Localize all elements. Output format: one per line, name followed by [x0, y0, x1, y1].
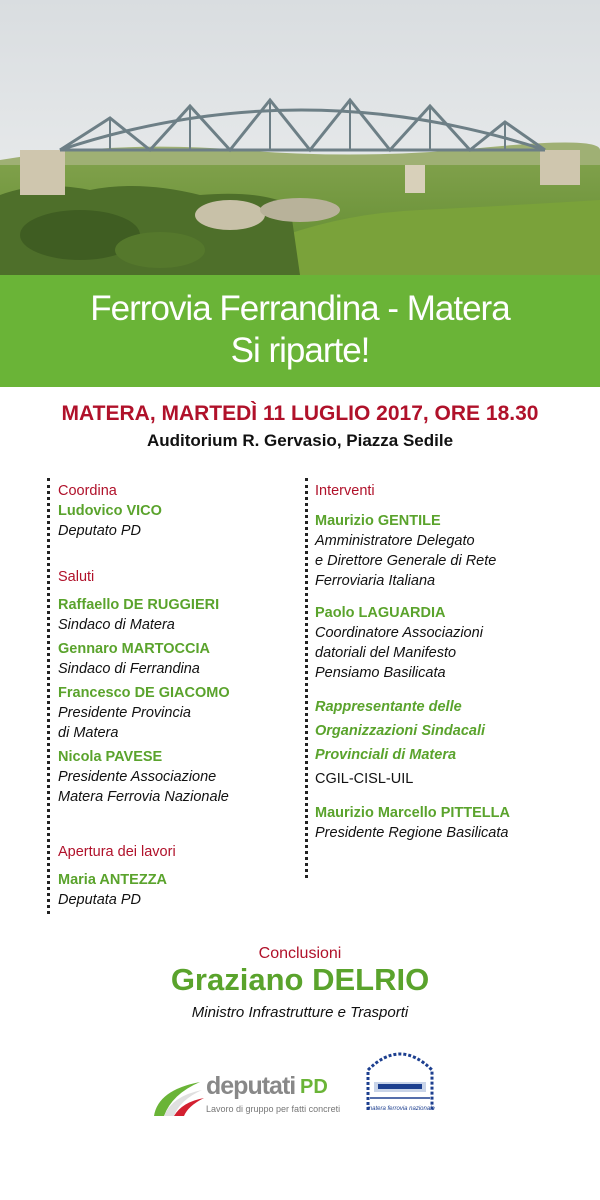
- speaker-role: di Matera: [58, 725, 119, 741]
- speaker-name: Maurizio GENTILE: [315, 513, 441, 529]
- right-column-divider: [305, 478, 308, 878]
- speaker-role: Amministratore Delegato: [315, 533, 475, 549]
- speaker-name: Ludovico VICO: [58, 503, 162, 519]
- speaker-name: Maurizio Marcello PITTELLA: [315, 805, 510, 821]
- speaker-role: e Direttore Generale di Rete: [315, 553, 497, 569]
- speaker-role: Pensiamo Basilicata: [315, 665, 446, 681]
- saluti-section: [58, 567, 230, 807]
- deputati-pd-logo: [150, 1072, 341, 1120]
- speaker-name: Organizzazioni Sindacali: [315, 723, 486, 739]
- speaker-role: Presidente Provincia: [58, 705, 191, 721]
- section-heading: Coordina: [58, 483, 117, 499]
- tricolor-swoosh-icon: [150, 1072, 206, 1120]
- conclusioni-speaker: Graziano DELRIO: [170, 962, 430, 997]
- speaker-name: Raffaello DE RUGGIERI: [58, 597, 220, 613]
- speaker-name: Gennaro MARTOCCIA: [58, 641, 210, 657]
- speaker-name: Francesco DE GIACOMO: [58, 685, 230, 701]
- speaker-name: Maria ANTEZZA: [58, 872, 168, 888]
- apertura-section: [58, 842, 176, 910]
- hero-photo: [0, 0, 600, 275]
- speaker-role: Presidente Associazione: [58, 769, 217, 785]
- logo-word: deputati: [206, 1072, 296, 1100]
- interventi-section: [315, 481, 510, 843]
- pd-mark: PD: [300, 1076, 328, 1098]
- event-date: MATERA, MARTEDÌ 11 LUGLIO 2017, ORE 18.30: [61, 402, 539, 425]
- page-subtitle: Si riparte!: [230, 331, 370, 370]
- speaker-role: Presidente Regione Basilicata: [315, 825, 509, 841]
- section-heading: Apertura dei lavori: [58, 844, 176, 860]
- conclusioni-heading: Conclusioni: [258, 945, 342, 962]
- conclusioni-role: Ministro Infrastrutture e Trasporti: [191, 1004, 409, 1021]
- coordina-section: [58, 481, 162, 541]
- event-venue: Auditorium R. Gervasio, Piazza Sedile: [146, 431, 454, 450]
- association-name: matera ferrovia nazionale: [367, 1106, 435, 1112]
- speaker-role: CGIL-CISL-UIL: [315, 771, 414, 787]
- title-banner: [0, 275, 600, 387]
- left-column-divider: [47, 478, 50, 914]
- speaker-role: Coordinatore Associazioni: [315, 625, 483, 641]
- speaker-role: Sindaco di Matera: [58, 617, 175, 633]
- speaker-role: Sindaco di Ferrandina: [58, 661, 200, 677]
- speaker-name: Nicola PAVESE: [58, 749, 163, 765]
- speaker-name: Rappresentante delle: [315, 699, 462, 715]
- section-heading: Saluti: [58, 569, 95, 585]
- page-title: Ferrovia Ferrandina - Matera: [90, 289, 510, 328]
- logo-tagline: Lavoro di gruppo per fatti concreti: [206, 1104, 341, 1114]
- association-logo: [360, 1040, 440, 1120]
- railway-bridge-image: [0, 0, 600, 275]
- speaker-role: Deputato PD: [58, 523, 142, 539]
- speaker-role: Matera Ferrovia Nazionale: [58, 789, 229, 805]
- speaker-name: Provinciali di Matera: [315, 747, 457, 763]
- speaker-role: Deputata PD: [58, 892, 142, 908]
- speaker-role: datoriali del Manifesto: [315, 645, 457, 661]
- speaker-role: Ferroviaria Italiana: [315, 573, 436, 589]
- section-heading: Interventi: [315, 483, 375, 499]
- speaker-name: Paolo LAGUARDIA: [315, 605, 446, 621]
